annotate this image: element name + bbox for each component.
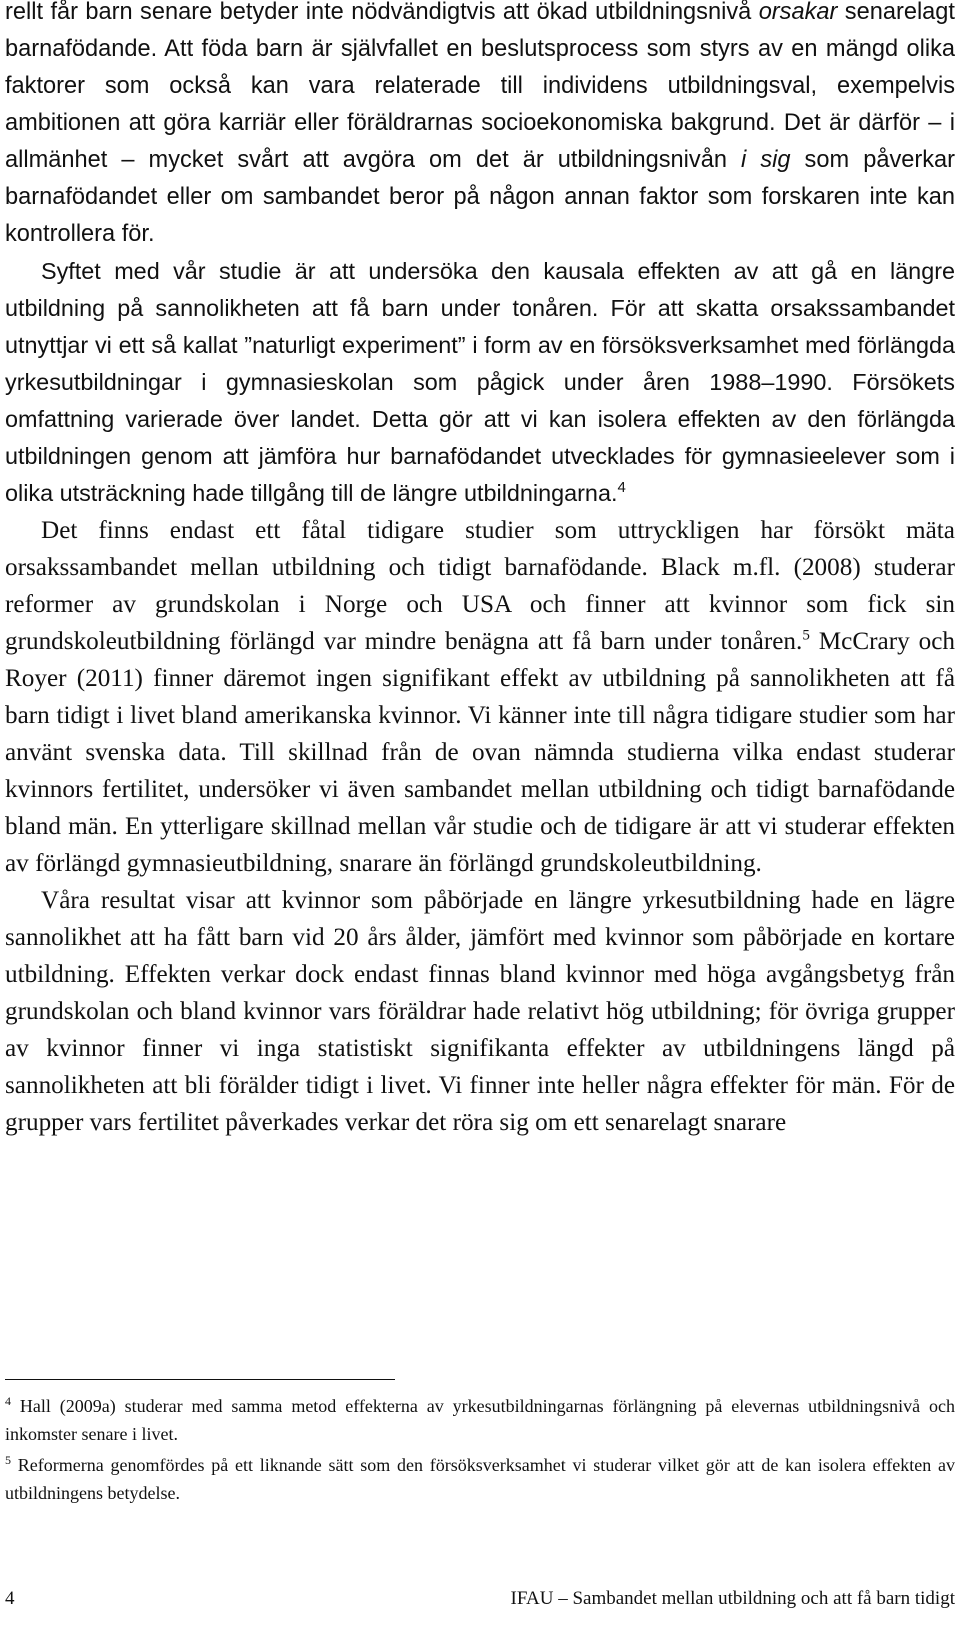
paragraph-text: som påverkar barnafödandet eller om sambandet beror på någon annan faktor som forskaren inte kan kontrollera för.	[5, 147, 955, 247]
document-page	[5, 0, 955, 1628]
emphasis-text: orsakar	[758, 0, 838, 25]
paragraph-text: McCrary och Royer (2011) finner däremot ingen signifikant effekt av utbildning på sannolikheten att få barn tidigt i livet bland amerikanska kvinnor. Vi känner inte till några tidigare studier som har använt svenska data. Till skillnad från de ovan nämnda studierna vilka endast studerar kvinnors fertilitet, undersöker vi även sambandet mellan utbildning och tidigt barnafödande bland män. En ytterligare skillnad mellan vår studie och de tidigare är att vi studerar effekten av förlängd gymnasieutbildning, snarare än förlängd grundskoleutbildning.	[5, 628, 955, 877]
footnote-reference: 4	[617, 479, 626, 497]
paragraph-text: Det finns endast ett fåtal tidigare studier som uttryckligen har försökt mäta orsakssambandet mellan utbildning och tidigt barnafödande. Black m.fl. (2008) studerar reformer av grundskolan i Norge och USA och finner att kvinnor som fick sin grundskoleutbildning förlängd var mindre benägna att få barn under tonåren.	[5, 517, 955, 655]
footnote	[5, 1392, 955, 1448]
paragraph-continued	[5, 0, 955, 253]
paragraph-previous-studies	[5, 512, 955, 882]
footnote-divider	[5, 1379, 395, 1380]
footnote-text: Reformerna genomfördes på ett liknande sätt som den försöksverksamhet vi studerar vilket gör att de kan isolera effekten av utbildningens betydelse.	[5, 1455, 955, 1503]
paragraph-results	[5, 882, 955, 1141]
paragraph-text: rellt får barn senare betyder inte nödvändigtvis att ökad utbildningsnivå	[5, 0, 759, 25]
footnote-text: Hall (2009a) studerar med samma metod effekterna av yrkesutbildningarnas förlängning på elevernas utbildningsnivå och inkomster senare i livet.	[5, 1396, 955, 1444]
paragraph-purpose	[5, 253, 955, 512]
footnote-number: 5	[5, 1453, 11, 1467]
paragraph-text: senarelagt barnafödande. Att föda barn är självfallet en beslutsprocess som styrs av en mängd olika faktorer som också kan vara relaterade till individens utbildningsval, exempelvis ambitionen att göra karriär eller föräldrarnas socioekonomiska bakgrund. Det är därför – i allmänhet – mycket svårt att avgöra om det är utbildningsnivån	[5, 0, 955, 173]
emphasis-text: i sig	[741, 147, 791, 173]
footnote-reference: 5	[802, 627, 810, 644]
footnotes	[5, 1392, 955, 1510]
page-number: 4	[5, 1588, 15, 1609]
paragraph-text: Våra resultat visar att kvinnor som påbörjade en längre yrkesutbildning hade en lägre sannolikhet att ha fått barn vid 20 års ålder, jämfört med kvinnor som påbörjade en kortare utbildning. Effekten verkar dock endast finnas bland kvinnor med höga avgångsbetyg från grundskolan och bland kvinnor vars föräldrar hade relativt hög utbildning; för övriga grupper av kvinnor finner vi inga statistiskt signifikanta effekter av utbildningens längd på sannolikheten att bli förälder tidigt i livet. Vi finner inte heller några effekter för män. För de grupper vars fertilitet påverkades verkar det röra sig om ett senarelagt snarare	[5, 887, 955, 1136]
body-text	[5, 0, 955, 1141]
footnote-number: 4	[5, 1394, 11, 1408]
running-title: IFAU – Sambandet mellan utbildning och att få barn tidigt	[510, 1588, 955, 1609]
paragraph-text: Syftet med vår studie är att undersöka den kausala effekten av att gå en längre utbildning på sannolikheten att få barn under tonåren. För att skatta orsakssambandet utnyttjar vi ett så kallat ”naturligt experiment” i form av en försöksverksamhet med förlängda yrkesutbildningar i gymnasieskolan som pågick under åren 1988–1990. Försökets omfattning varierade över landet. Detta gör att vi kan isolera effekten av den förlängda utbildningen genom att jämföra hur barnafödandet utvecklades för gymnasieelever som i olika utsträckning hade tillgång till de längre utbildningarna.	[5, 258, 955, 506]
footnote	[5, 1451, 955, 1507]
